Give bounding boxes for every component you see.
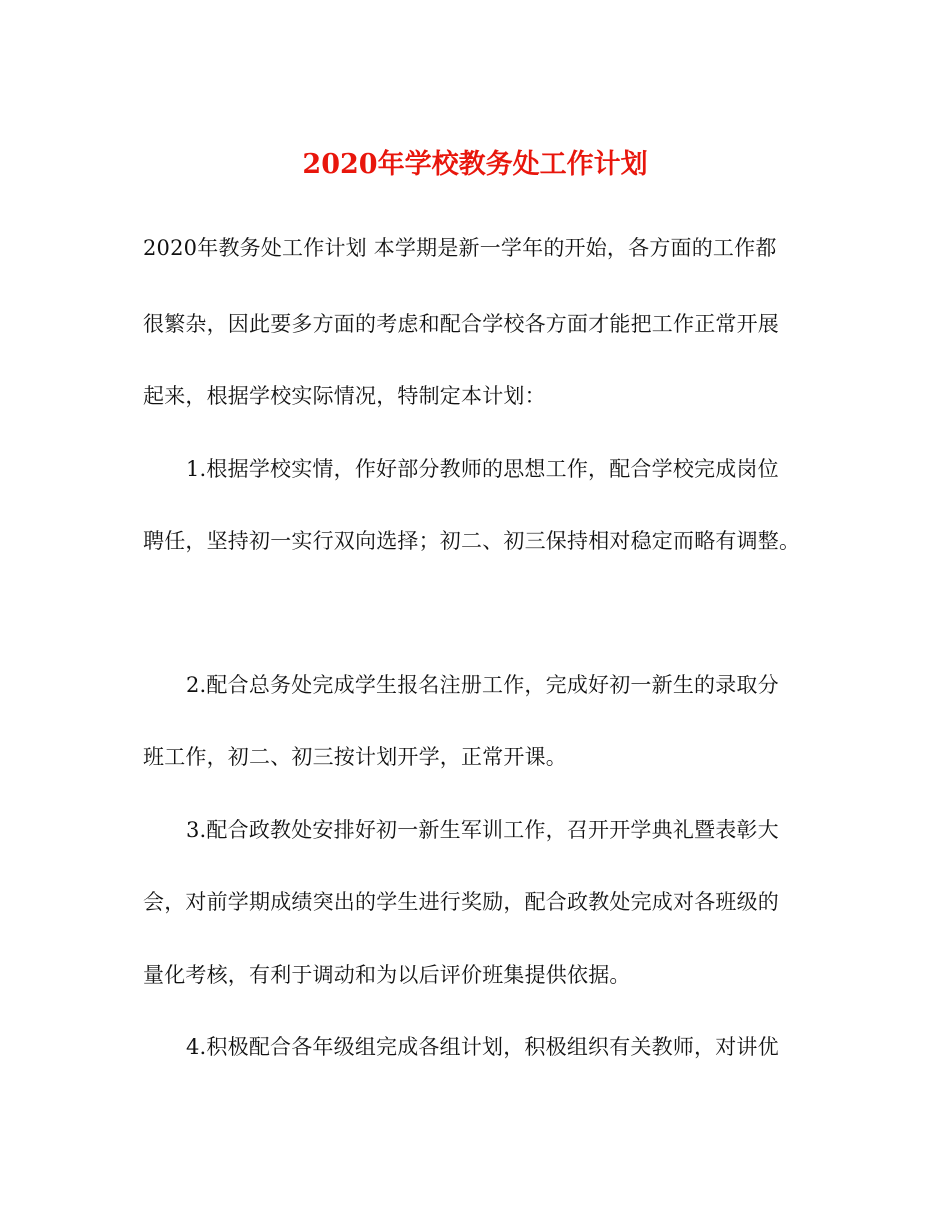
paragraph-line: 2020年教务处工作计划 本学期是新一学年的开始，各方面的工作都: [143, 236, 777, 260]
paragraph-line: 2.配合总务处完成学生报名注册工作，完成好初一新生的录取分: [186, 673, 779, 697]
paragraph-line: 量化考核，有利于调动和为以后评价班集提供依据。: [143, 963, 631, 987]
paragraph-line: 聘任，坚持初一实行双向选择；初二、初三保持相对稳定而略有调整。: [143, 529, 801, 553]
paragraph-line: 很繁杂，因此要多方面的考虑和配合学校各方面才能把工作正常开展: [143, 312, 779, 336]
paragraph-line: 起来，根据学校实际情况，特制定本计划：: [143, 384, 546, 408]
document-title: 2020年学校教务处工作计划: [302, 149, 648, 180]
paragraph-line: 3.配合政教处安排好初一新生军训工作，召开开学典礼暨表彰大: [186, 818, 779, 842]
paragraph-line: 4.积极配合各年级组完成各组计划，积极组织有关教师，对讲优: [186, 1035, 779, 1059]
paragraph-line: 会，对前学期成绩突出的学生进行奖励，配合政教处完成对各班级的: [143, 890, 779, 914]
paragraph-line: 班工作，初二、初三按计划开学，正常开课。: [143, 745, 567, 769]
paragraph-line: 1.根据学校实情，作好部分教师的思想工作，配合学校完成岗位: [186, 457, 779, 481]
